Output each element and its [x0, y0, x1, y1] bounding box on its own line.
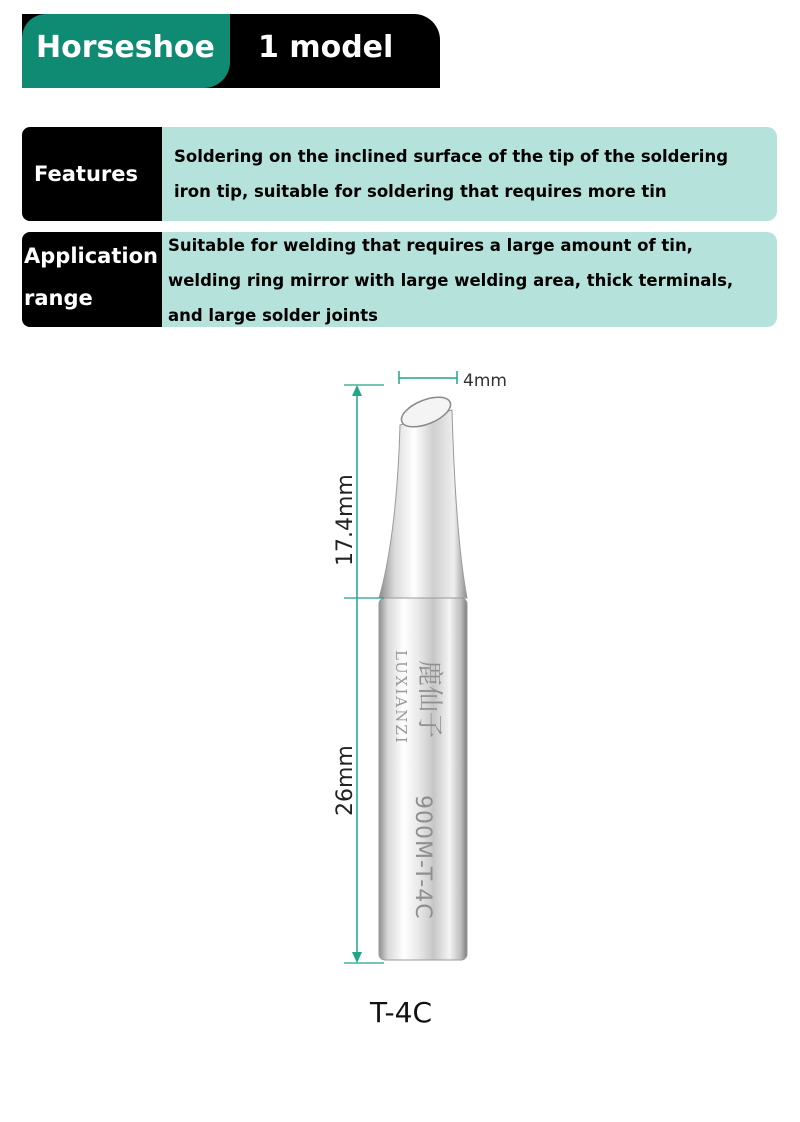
application-label-line-2: range — [24, 286, 93, 310]
banner-type-label: Horseshoe — [36, 30, 215, 65]
engraving-model: 900M-T-4C — [410, 795, 435, 920]
lower-length-label: 26mm — [333, 745, 358, 816]
banner-model-count: 1 model — [258, 30, 394, 65]
length-dimension — [333, 385, 384, 963]
application-text-line-1: Suitable for welding that requires a large amount of tin, — [168, 236, 693, 255]
tip-taper — [379, 410, 467, 598]
upper-length-label: 17.4mm — [333, 474, 358, 566]
tip-width-label: 4mm — [463, 371, 507, 391]
tip-width-dimension — [399, 371, 507, 391]
model-caption: T-4C — [370, 996, 433, 1029]
engraving-chinese: 鹿仙子 — [414, 660, 444, 739]
features-text-line-1: Soldering on the inclined surface of the tip of the soldering — [174, 147, 729, 166]
engraving-latin: LUXIANZI — [392, 650, 410, 745]
features-text-line-2: iron tip, suitable for soldering that requires more tin — [174, 182, 667, 201]
application-label-line-1: Application — [24, 244, 158, 268]
features-label: Features — [22, 127, 162, 221]
application-text-line-2: welding ring mirror with large welding area, thick terminals, — [168, 271, 734, 290]
application-text-line-3: and large solder joints — [168, 306, 378, 325]
